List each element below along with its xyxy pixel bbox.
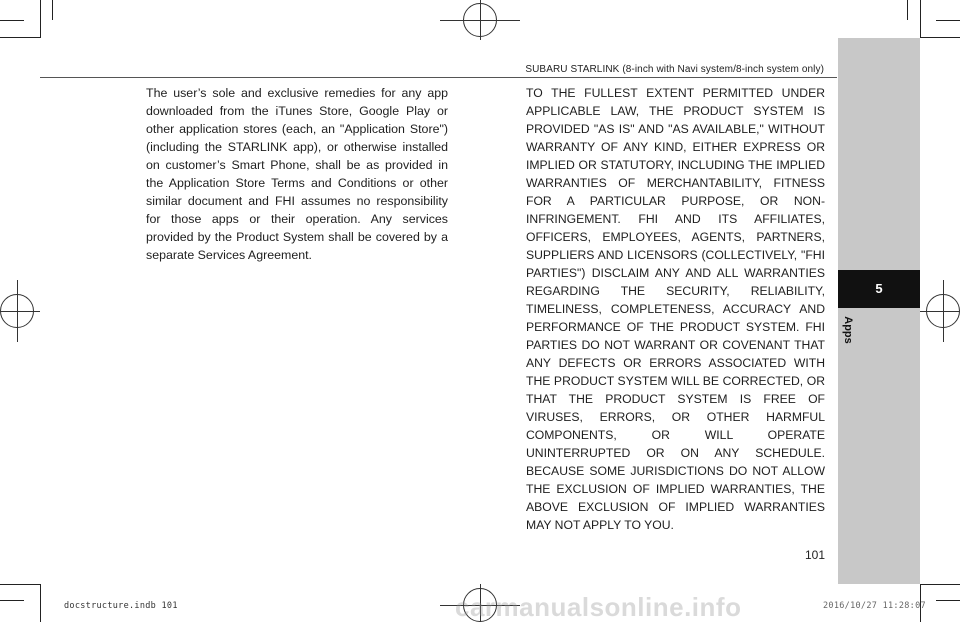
chapter-number-box: 5 [838,270,920,308]
crop-mark-top-right-v [920,0,921,38]
header-rule [40,77,837,78]
watermark: carmanualsonline.info [455,592,742,622]
registration-line-top-v [480,0,481,40]
chapter-label: Apps [842,316,854,344]
crop-mark-top-left-h2 [0,20,24,21]
body-column-right: TO THE FULLEST EXTENT PERMITTED UNDER APPLICABLE LAW, THE PRODUCT SYSTEM IS PROVIDED "AS IS" AND "AS AVAILABLE," WITHOUT WARRANTY OF ANY KIND, EITHER EXPRESS OR IMPLIED OR STATUTORY, INCLUDING THE IMPLIED WARRANTIES OF MERCHANTABILITY, FITNESS FOR A PARTICULAR PURPOSE, OR NON-INFRINGEMENT. FHI AND ITS AFFILIATES, OFFICERS, EMPLOYEES, AGENTS, PARTNERS, SUPPLIERS AND LICENSORS (COLLECTIVELY, "FHI PARTIES") DISCLAIM ANY AND ALL WARRANTIES REGARDING THE SECURITY, RELIABILITY, TIMELINESS, COMPLETENESS, ACCURACY AND PERFORMANCE OF THE PRODUCT SYSTEM. FHI PARTIES DO NOT WARRANT OR COVENANT THAT ANY DEFECTS OR ERRORS ASSOCIATED WITH THE PRODUCT SYSTEM WILL BE CORRECTED, OR THAT THE PRODUCT SYSTEM IS FREE OF VIRUSES, ERRORS, OR OTHER HARMFUL COMPONENTS, OR WILL OPERATE UNINTERRUPTED OR ON ANY SCHEDULE. BECAUSE SOME JURISDICTIONS DO NOT ALLOW THE EXCLUSION OF IMPLIED WARRANTIES, THE ABOVE EXCLUSION OF IMPLIED WARRANTIES MAY NOT APPLY TO YOU. [526,86,825,532]
registration-line-right-h [920,311,960,312]
body-column-left: The user’s sole and exclusive remedies for any app downloaded from the iTunes Store, Google Play or other application stores (each, an "Application Store") (including the STARLINK app), or otherwise installed on customer’s Smart Phone, shall be as provided in the Application Store Terms and Conditions or other similar document and FHI assumes no responsibility for those apps or their operation. Any services provided by the Product System shall be covered by a separate Services Agreement. [146,86,448,262]
crop-mark-bottom-left-h [0,584,40,585]
crop-mark-bottom-right-h2 [936,600,960,601]
registration-line-left-v [17,280,18,342]
footer-file-info: docstructure.indb 101 [64,601,178,611]
registration-line-left-h [0,311,40,312]
crop-mark-bottom-right-h [920,584,960,585]
footer-timestamp: 2016/10/27 11:28:07 [823,601,926,611]
crop-mark-bottom-left-h2 [0,600,24,601]
running-header: SUBARU STARLINK (8-inch with Navi system/8-inch system only) [525,64,824,75]
crop-mark-top-right-h [920,37,960,38]
crop-mark-top-left-v [40,0,41,38]
crop-mark-top-left-h [0,37,40,38]
page-number: 101 [804,548,825,562]
crop-mark-bottom-left-v [40,584,41,622]
crop-mark-top-left-v2 [52,0,53,20]
crop-mark-top-right-h2 [936,20,960,21]
registration-line-right-v [943,280,944,342]
crop-mark-top-right-v2 [907,0,908,20]
